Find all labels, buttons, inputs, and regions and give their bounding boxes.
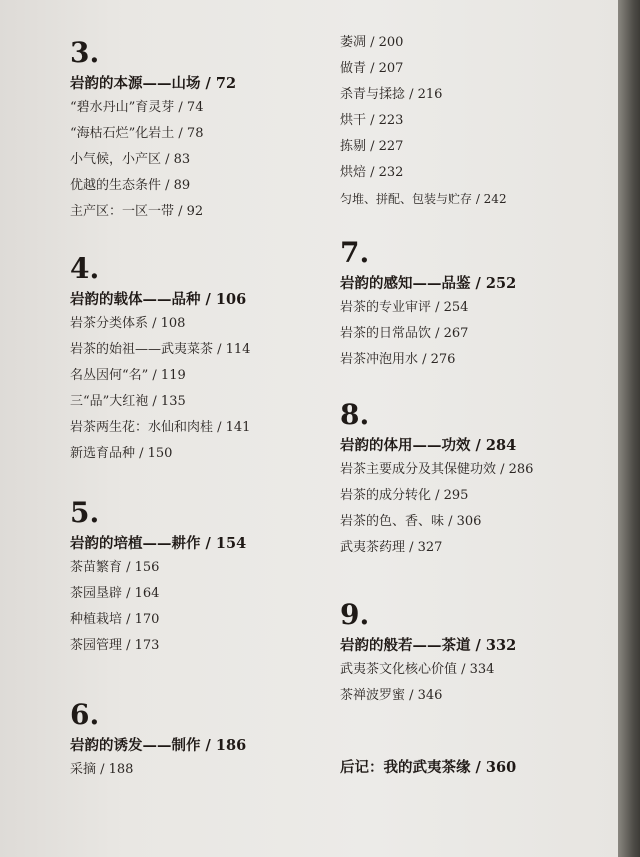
toc-entry: 岩茶冲泡用水 / 276 [340,352,456,367]
afterword [340,758,516,778]
toc-entry: 优越的生态条件 / 89 [70,178,191,193]
chapter-number: 3. [70,36,100,69]
chapter-number: 4. [70,252,100,285]
toc-entry: 岩茶的专业审评 / 254 [340,300,469,315]
chapter-3 [70,38,236,225]
toc-entry: 三“品”大红袍 / 135 [70,394,186,409]
toc-entry: 拣剔 / 227 [340,139,404,154]
toc-entry: 小气候，小产区 / 83 [70,152,191,167]
toc-entry: “海枯石烂”化岩土 / 78 [70,126,204,141]
toc-entry: “碧水丹山”育灵芽 / 74 [70,100,204,115]
chapter-4 [70,254,250,467]
chapter-title: 岩韵的培植——耕作 / 154 [70,535,247,552]
book-spine-shadow [618,0,640,857]
chapter-9 [340,600,516,709]
chapter-title: 岩韵的本源——山场 / 72 [70,75,237,92]
toc-entry: 杀青与揉捻 / 216 [340,87,443,102]
toc-entry: 茶园垦辟 / 164 [70,586,160,601]
chapter-7 [340,238,516,373]
chapter-title: 岩韵的诱发——制作 / 186 [70,737,247,754]
chapter-title: 岩韵的体用——功效 / 284 [340,437,517,454]
toc-entry: 岩茶的始祖——武夷菜茶 / 114 [70,342,251,357]
toc-entry: 岩茶的成分转化 / 295 [340,488,469,503]
toc-entry: 萎凋 / 200 [340,35,404,50]
toc-entry: 武夷茶文化核心价值 / 334 [340,662,495,677]
toc-entry: 主产区：一区一带 / 92 [70,204,204,219]
chapter-number: 8. [340,398,370,431]
toc-entry: 武夷茶药理 / 327 [340,540,443,555]
toc-entry: 岩茶的日常品饮 / 267 [340,326,469,341]
chapter-number: 5. [70,496,100,529]
toc-entry: 茶园管理 / 173 [70,638,160,653]
toc-entry: 采摘 / 188 [70,762,134,777]
chapter-title: 岩韵的般若——茶道 / 332 [340,637,517,654]
chapter-title: 岩韵的载体——品种 / 106 [70,291,247,308]
toc-entry: 新选育品种 / 150 [70,446,173,461]
toc-entry: 岩茶的色、香、味 / 306 [340,514,482,529]
toc-entry: 匀堆、拼配、包装与贮存 / 242 [340,192,507,206]
chapter-title: 岩韵的感知——品鉴 / 252 [340,275,517,292]
toc-entry: 名丛因何“名” / 119 [70,368,186,383]
toc-entry: 岩茶主要成分及其保健功效 / 286 [340,462,534,477]
toc-entry: 种植栽培 / 170 [70,612,160,627]
toc-entry: 岩茶两生花：水仙和肉桂 / 141 [70,420,251,435]
afterword-title: 后记：我的武夷茶缘 / 360 [340,759,517,776]
toc-entry: 烘干 / 223 [340,113,404,128]
chapter-8 [340,400,533,561]
toc-entry: 烘焙 / 232 [340,165,404,180]
chapter-6-continued [340,30,507,212]
chapter-6 [70,700,246,783]
toc-entry: 茶禅波罗蜜 / 346 [340,688,443,703]
chapter-number: 7. [340,236,370,269]
chapter-number: 6. [70,698,100,731]
toc-entry: 岩茶分类体系 / 108 [70,316,186,331]
toc-entry: 茶苗繁育 / 156 [70,560,160,575]
toc-entry: 做青 / 207 [340,61,404,76]
chapter-number: 9. [340,598,370,631]
chapter-5 [70,498,246,659]
